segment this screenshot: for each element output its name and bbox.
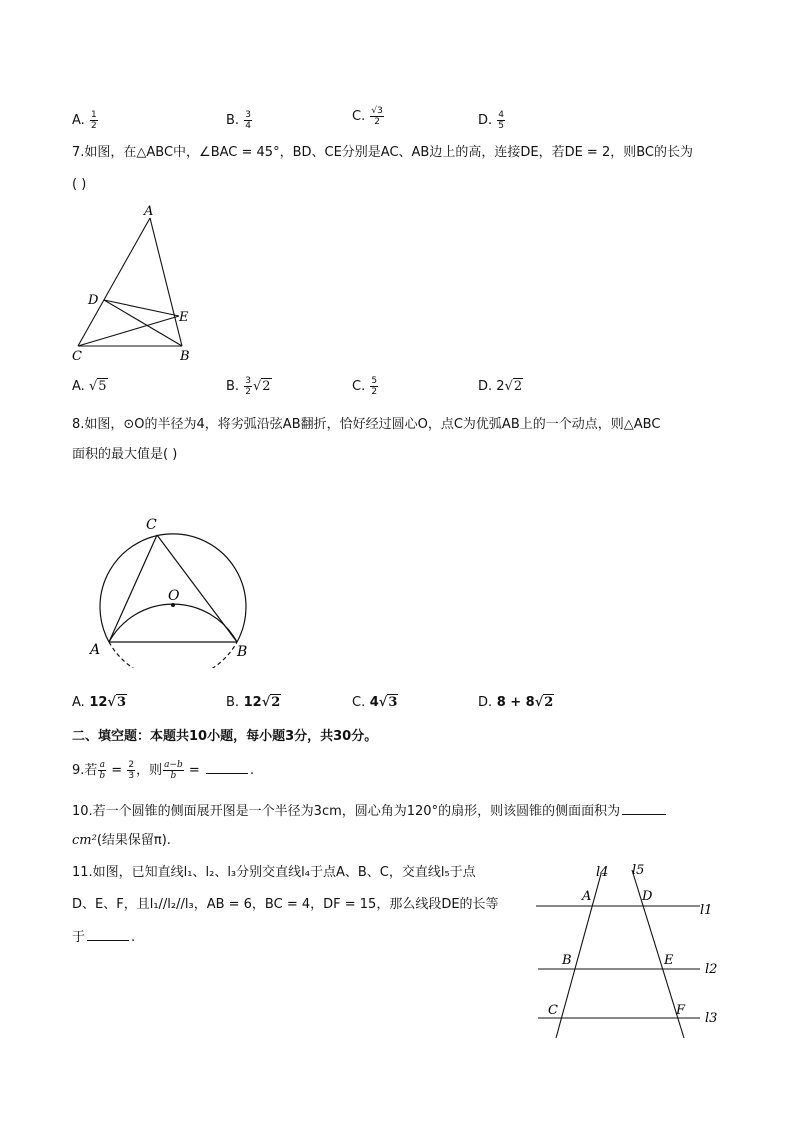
answer-blank[interactable] [622, 802, 666, 815]
coefficient: 12 [243, 695, 262, 710]
radicand: 3 [388, 695, 398, 710]
q6-option-b [226, 110, 253, 131]
label-c: C [548, 1003, 558, 1018]
denominator: b [99, 771, 106, 781]
radicand: 5 [98, 379, 107, 394]
fraction-two-thirds [127, 760, 135, 781]
option-label: C. [352, 695, 366, 710]
q7-option-d [478, 378, 523, 396]
fraction [244, 376, 252, 397]
numerator: 1 [90, 110, 97, 120]
numerator: 4 [498, 110, 505, 120]
denominator: b [170, 771, 177, 781]
label-e: E [664, 953, 674, 968]
answer-blank[interactable] [87, 928, 129, 941]
label-l4: l4 [596, 865, 609, 880]
denominator: 4 [245, 121, 251, 131]
option-label: D. [478, 113, 493, 128]
label-o: O [168, 588, 180, 604]
coefficient: 4 [369, 695, 379, 710]
label-b: B [180, 349, 190, 364]
q6-option-d [478, 110, 506, 131]
expression: 8 + 8 [496, 695, 535, 710]
q7-option-c [352, 376, 379, 397]
sqrt: √2 [252, 379, 271, 394]
q8-option-d [478, 694, 554, 712]
q8-stem-line1: 8.如图，⊙O的半径为4，将劣弧沿弦AB翻折，恰好经过圆心O，点C为优弧AB上的一个动点，则△ABC [72, 417, 661, 432]
q11-text: 于 [72, 930, 86, 945]
option-label: D. [478, 695, 493, 710]
option-label: A. [72, 695, 85, 710]
numerator: 3 [245, 376, 251, 386]
q7-figure [68, 200, 198, 368]
segment-ce [78, 316, 179, 346]
label-e: E [179, 310, 189, 325]
q7-stem-line2: ( ) [72, 177, 87, 192]
q9-mid: ，则 [136, 763, 163, 778]
option-label: B. [226, 695, 240, 710]
period: . [131, 930, 136, 945]
option-label: C. [352, 379, 366, 394]
label-l1: l1 [700, 903, 713, 918]
label-c: C [72, 349, 82, 364]
numerator: 5 [371, 376, 378, 386]
numerator: a [99, 760, 105, 770]
numerator: √3 [371, 106, 383, 116]
label-l2: l2 [705, 962, 718, 977]
q6-option-c [352, 106, 385, 127]
q9-line [72, 760, 254, 781]
sqrt: √3 [107, 695, 127, 710]
q9-prefix: 9.若 [72, 763, 98, 778]
numerator: 3 [245, 110, 251, 120]
option-label: B. [226, 113, 240, 128]
q10-tail: (结果保留π). [96, 833, 171, 848]
denominator: 2 [90, 121, 97, 131]
radicand: 2 [262, 379, 271, 394]
fraction [370, 106, 383, 127]
denominator: 2 [371, 387, 378, 397]
sqrt: √2 [534, 695, 554, 710]
q8-option-a [72, 694, 127, 712]
sqrt: √5 [88, 379, 107, 394]
minor-arc-dashed [109, 642, 237, 668]
q7-option-a [72, 378, 108, 396]
numerator: a−b [164, 760, 183, 770]
fraction-a-over-b [98, 760, 106, 781]
option-label: C. [352, 109, 366, 124]
fraction-a-minus-b-over-b [163, 760, 184, 781]
q7-option-b [226, 376, 272, 397]
segment-de [104, 300, 179, 316]
q10-line2 [72, 832, 171, 850]
q11-line1: 11.如图，已知直线l₁、l₂、l₃分别交直线l₄于点A、B、C，交直线l₅于点 [72, 865, 476, 880]
fraction [90, 110, 98, 131]
q6-option-a [72, 110, 99, 131]
label-c: C [146, 517, 157, 533]
q8-option-c [352, 694, 398, 712]
label-a: A [582, 889, 592, 904]
q7-stem-line1: 7.如图，在△ABC中，∠BAC = 45°，BD、CE分别是AC、AB边上的高，连接DE，若DE = 2，则BC的长为 [72, 145, 693, 160]
option-label: B. [226, 379, 240, 394]
segment-ac [109, 535, 157, 642]
unit: cm² [72, 833, 97, 848]
q8-option-b [226, 694, 281, 712]
option-label: D. [478, 379, 493, 394]
fraction [497, 110, 505, 131]
label-b: B [237, 644, 248, 660]
segment-bd [104, 300, 182, 346]
label-f: F [676, 1003, 686, 1018]
label-d: D [642, 889, 653, 904]
numerator: 2 [128, 760, 135, 770]
label-a: A [144, 204, 154, 219]
fraction [244, 110, 252, 131]
label-b: B [562, 953, 572, 968]
radicand: 2 [513, 379, 523, 394]
q10-text: 10.若一个圆锥的侧面展开图是一个半径为3cm，圆心角为120°的扇形，则该圆锥的侧面面积为 [72, 804, 621, 819]
equals: = [184, 763, 204, 778]
radicand: 3 [116, 695, 127, 710]
denominator: 3 [128, 771, 135, 781]
sqrt: √2 [261, 695, 281, 710]
folded-arc [109, 604, 237, 642]
fraction [370, 376, 378, 397]
q11-line3 [72, 928, 135, 947]
coefficient: 12 [89, 695, 108, 710]
q8-stem-line2: 面积的最大值是( ) [72, 447, 178, 462]
sqrt: √2 [504, 379, 523, 394]
sqrt: √3 [378, 695, 398, 710]
label-l3: l3 [705, 1011, 718, 1026]
period: . [249, 763, 255, 778]
denominator: 2 [374, 117, 380, 127]
q10-line1 [72, 802, 668, 821]
option-label: A. [72, 113, 85, 128]
denominator: 5 [498, 121, 505, 131]
answer-blank[interactable] [206, 761, 248, 774]
denominator: 2 [245, 387, 251, 397]
section-title: 二、填空题：本题共10小题，每小题3分，共30分。 [72, 729, 378, 744]
coefficient: 2 [496, 379, 505, 394]
equals: = [107, 763, 127, 778]
segment-ac [78, 218, 150, 346]
q11-line2: D、E、F，且l₁//l₂//l₃，AB = 6，BC = 4，DF = 15，那么线段DE的长等 [72, 897, 499, 912]
q8-figure [84, 510, 264, 668]
q11-figure [530, 856, 730, 1046]
radicand: 2 [271, 695, 281, 710]
segment-ab [150, 218, 182, 346]
label-a: A [90, 642, 101, 658]
label-l5: l5 [632, 863, 645, 878]
option-label: A. [72, 379, 85, 394]
label-d: D [88, 293, 99, 308]
radicand: 2 [544, 695, 554, 710]
